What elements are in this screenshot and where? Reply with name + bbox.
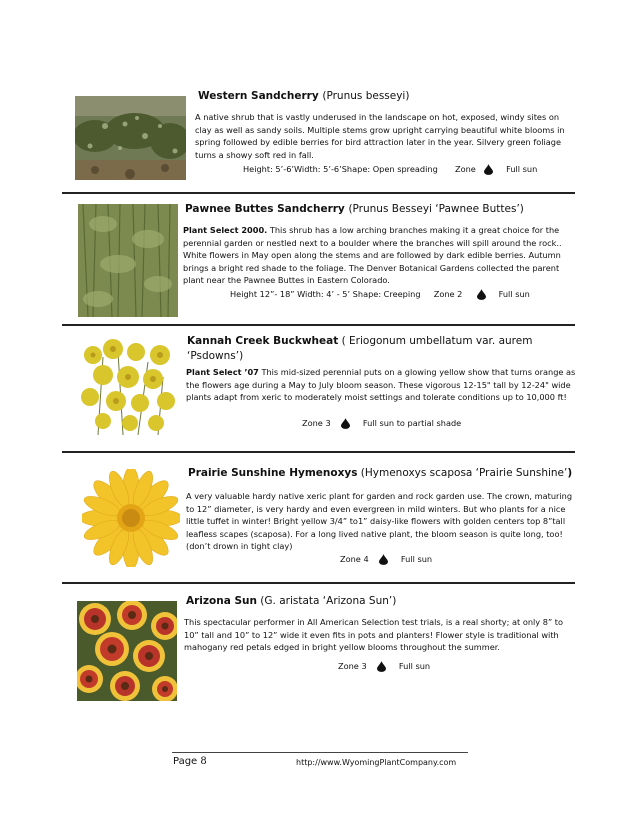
kannah-creek-title bbox=[187, 335, 532, 347]
western-sandcherry-description: A native shrub that is vastly underused in the landscape on hot, exposed, windy sites on clay as well as sandy soils. Multiple stems grow upright carrying beautiful white blooms in spring followed by edible berries for bird attraction later in the year. Silvery green foliage turns a showy soft red in fall. bbox=[195, 112, 565, 160]
kannah-creek-description bbox=[186, 366, 576, 404]
section-divider bbox=[62, 451, 575, 453]
water-drop-icon bbox=[477, 289, 486, 300]
arizona-sun-description: This spectacular performer in All American Selection test trials, is a real shorty; at only 8” to 10” tall and 10” to 12” wide it even fits in pots and planters! Flower style is traditional with mahogany red petals edged in bright yellow blooms throughout the summer. bbox=[184, 617, 564, 652]
page-label: Page bbox=[173, 756, 198, 767]
plant-latin-name: (Prunus besseyi) bbox=[322, 90, 410, 102]
arizona-sun-photo bbox=[77, 601, 177, 701]
description-text: This mid-sized perennial puts on a glowing yellow show that turns orange as the flowers age during a May to July bloom season. These vigorous 12-15" tall by 12-24" wide plants adapt from xeric to moderately moist settings and tolerate conditions up to 10,000 ft! bbox=[186, 367, 576, 402]
plant-zone: Zone 3 bbox=[302, 418, 331, 428]
footer-divider bbox=[172, 752, 468, 753]
kannah-creek-title-cont bbox=[187, 350, 243, 362]
page-number-value: 8 bbox=[200, 756, 207, 767]
arizona-sun-title bbox=[186, 595, 396, 607]
section-divider bbox=[62, 582, 575, 584]
plant-sun: Full sun bbox=[400, 554, 433, 564]
section-divider bbox=[62, 192, 575, 194]
kannah-creek-details bbox=[302, 418, 461, 429]
plant-sun: Full sun bbox=[498, 289, 530, 299]
section-divider bbox=[62, 324, 575, 326]
footer-url[interactable]: http://www.WyomingPlantCompany.com bbox=[296, 758, 457, 767]
pawnee-buttes-details bbox=[230, 289, 530, 300]
plant-name: Arizona Sun bbox=[186, 595, 257, 607]
plant-zone: Zone bbox=[454, 164, 476, 174]
water-drop-icon bbox=[341, 418, 350, 429]
page-number bbox=[173, 756, 207, 767]
prairie-sunshine-photo bbox=[82, 469, 180, 567]
plant-select-lead: Plant Select 2000. bbox=[183, 225, 268, 235]
plant-sun: Full sun bbox=[398, 661, 431, 671]
water-drop-icon bbox=[484, 164, 493, 175]
plant-sun: Full sun to partial shade bbox=[362, 418, 462, 428]
plant-name: Kannah Creek Buckwheat bbox=[187, 335, 339, 347]
prairie-sunshine-title bbox=[188, 467, 572, 479]
plant-latin-name: (Prunus Besseyi ‘Pawnee Buttes’) bbox=[348, 203, 524, 215]
prairie-sunshine-details bbox=[340, 554, 432, 565]
plant-name: Prairie Sunshine Hymenoxys bbox=[188, 467, 358, 479]
plant-zone: Zone 2 bbox=[433, 289, 463, 299]
western-sandcherry-title bbox=[198, 90, 409, 102]
arizona-sun-details bbox=[338, 661, 430, 672]
plant-latin-name: (Hymenoxys scaposa ‘Prairie Sunshine’ bbox=[357, 467, 568, 479]
pawnee-buttes-sandcherry-photo bbox=[78, 204, 178, 317]
description-text: This shrub has a low arching branches making it a great choice for the perennial garden or nestled next to a boulder where the branches will spill around the rock.. White flowers in May open along the stems and are followed by dark edible berries. Autumn brings a bright red shade to the foliage. The Denver Botanical Gardens collected the parent plant near the Pawnee Buttes in Eastern Colorado. bbox=[183, 225, 562, 285]
plant-latin-name: ( Eriogonum umbellatum var. aurem bbox=[338, 335, 533, 347]
water-drop-icon bbox=[377, 661, 386, 672]
plant-size: Height: 5’-6’Width: 5’-6’Shape: Open spreading bbox=[243, 164, 438, 174]
western-sandcherry-photo bbox=[75, 96, 186, 180]
pawnee-buttes-title bbox=[185, 203, 524, 215]
plant-zone: Zone 3 bbox=[338, 661, 367, 671]
western-sandcherry-details bbox=[243, 164, 537, 175]
plant-sun: Full sun bbox=[506, 164, 538, 174]
closing-paren: ) bbox=[567, 467, 573, 479]
prairie-sunshine-description: A very valuable hardy native xeric plant for garden and rock garden use. The crown, maturing to 12” diameter, is very hardy and even evergreen in mild winters. But who plants for a nice little tuffet in winter! Bright yellow 3/4” to1” daisy-like flowers with golden centers top 8”tall leafless scapes (scaposa). For a long lived native plant, the bloom season is quite long, too! (don’t drown in tight clay) bbox=[186, 491, 573, 551]
water-drop-icon bbox=[379, 554, 388, 565]
kannah-creek-buckwheat-photo bbox=[78, 337, 178, 435]
plant-name: Western Sandcherry bbox=[198, 90, 319, 102]
plant-size: Height 12”- 18” Width: 4’ - 5’ Shape: Creeping bbox=[230, 289, 421, 299]
pawnee-buttes-description bbox=[183, 224, 575, 287]
plant-select-lead: Plant Select ’07 bbox=[186, 367, 259, 377]
plant-zone: Zone 4 bbox=[340, 554, 369, 564]
plant-name: Pawnee Buttes Sandcherry bbox=[185, 203, 345, 215]
plant-latin-name: (G. aristata ‘Arizona Sun’) bbox=[256, 595, 397, 607]
plant-cultivar-name: ‘Psdowns’) bbox=[187, 350, 244, 362]
